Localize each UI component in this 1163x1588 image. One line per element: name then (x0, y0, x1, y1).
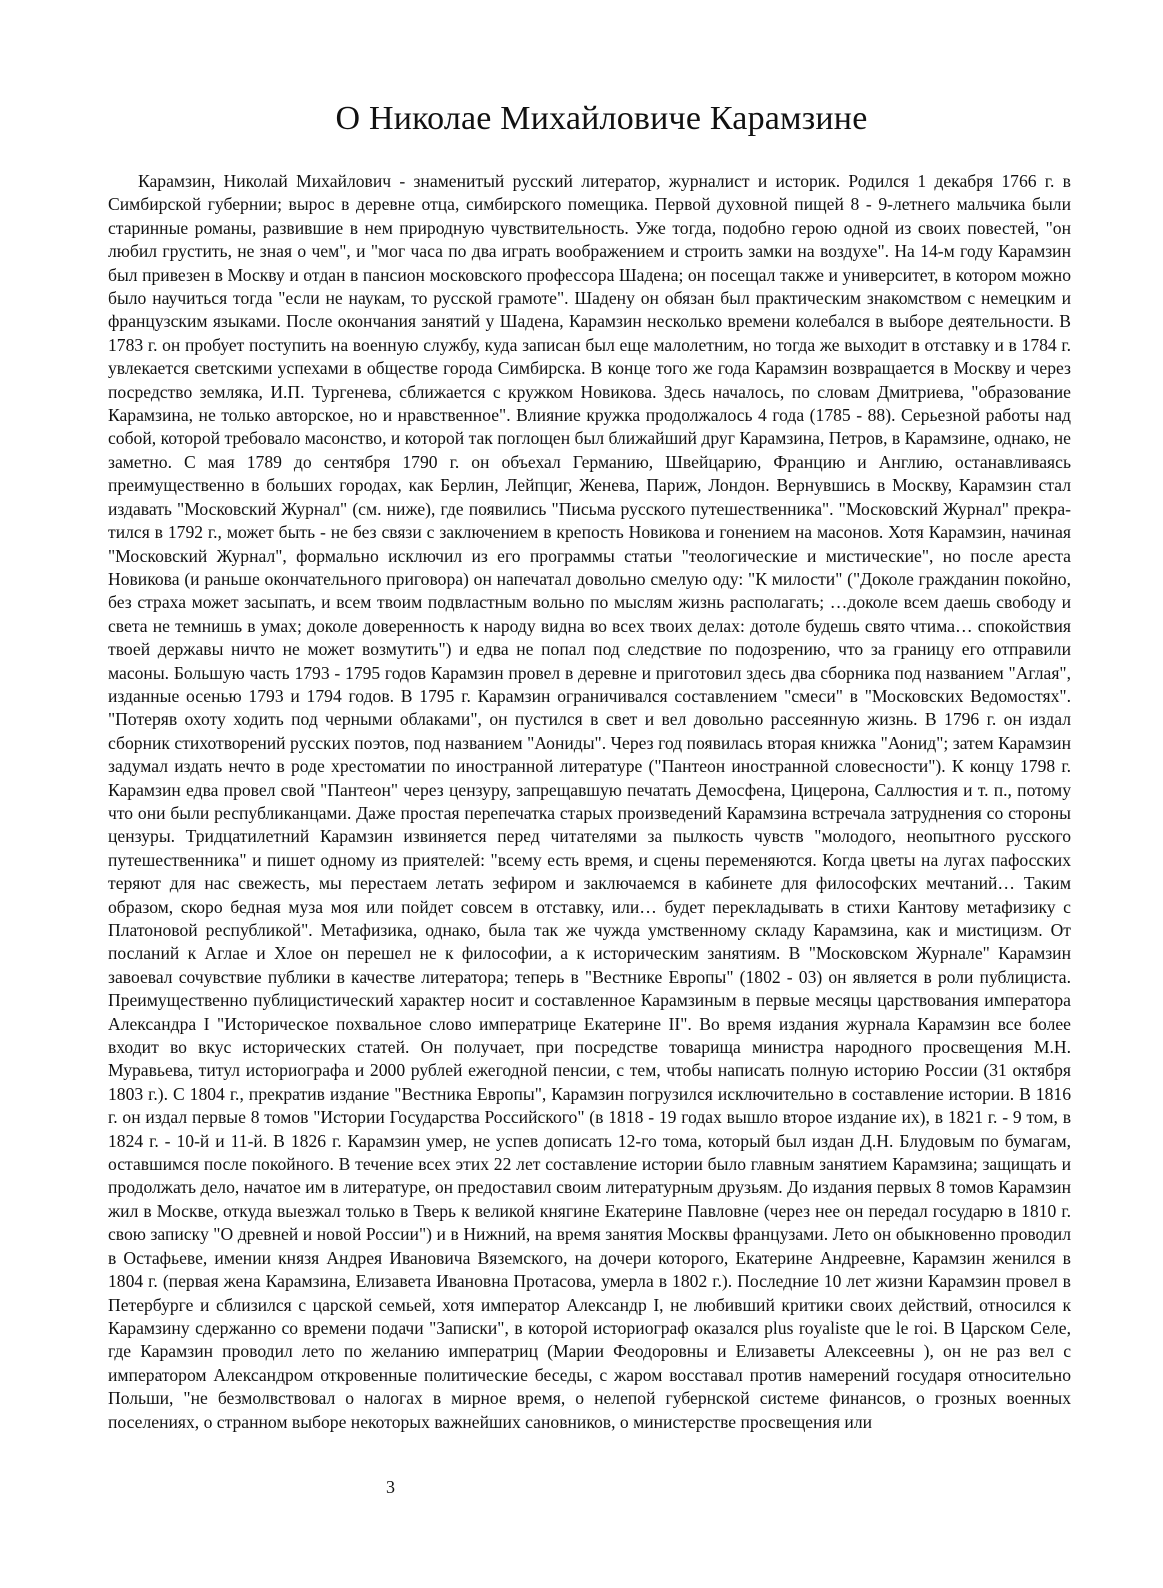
body-paragraph: Карамзин, Николай Михайлович - знаменитый русский литератор, журналист и историк. Родился 1 декабря 1766 г. в Симбирской губернии; вырос в деревне отца, симбирского помещика. Первой духовной пищей 8 - 9-летнего мальчика были старинные романы, развившие в нем природную чувствительность. Уже тогда, подобно герою одной из своих повестей, "он любил грустить, не зная о чем", и "мог часа по два играть воображением и строить замки на воздухе". На 14-м году Карамзин был привезен в Москву и отдан в пансион московского профессора Шадена; он посещал также и университет, в котором можно было научиться тогда "если не наукам, то русской грамоте". Шадену он обязан был практическим знакомством с немецким и французским языками. После окончания занятий у Шадена, Карамзин несколько времени колебался в выборе деятельности. В 1783 г. он пробует поступить на военную службу, куда записан был еще малолетним, но тогда же выходит в отставку и в 1784 г. увлекается светскими успехами в обществе города Симбирска. В конце того же года Карамзин возвращается в Москву и через посредство земляка, И.П. Тургенева, сближается с кружком Новикова. Здесь началось, по словам Дмитриева, "образование Карамзина, не только авторское, но и нравственное". Влияние кружка продолжалось 4 года (1785 - 88). Серьезной работы над собой, которой требовало масонство, и которой так поглощен был ближайший друг Карамзина, Петров, в Карамзине, однако, не заметно. С мая 1789 до сентября 1790 г. он объехал Германию, Швейцарию, Францию и Англию, останавливаясь преимущественно в больших городах, как Берлин, Лейпциг, Женева, Париж, Лондон. Вернувшись в Москву, Карамзин стал издавать "Московский Журнал" (см. ниже), где появились "Письма русского путешественника". "Московский Журнал" прекратился в 1792 г., может быть - не без связи с заключением в крепость Новикова и гонением на масонов. Хотя Карамзин, начиная "Московский Журнал", формально исключил из его программы статьи "теологические и мистические", но после ареста Новикова (и раньше окончательного приговора) он напечатал довольно смелую оду: "К милости" ("Доколе гражданин покойно, без страха может засыпать, и всем твоим подвластным вольно по мыслям жизнь располагать; …доколе всем даешь свободу и света не темнишь в умах; доколе доверенность к народу видна во всех твоих делах: дотоле будешь свято чтима… спокойствия твоей державы ничто не может возмутить") и едва не попал под следствие по подозрению, что за границу его отправили масоны. Большую часть 1793 - 1795 годов Карамзин провел в деревне и приготовил здесь два сборника под названием "Аглая", изданные осенью 1793 и 1794 годов. В 1795 г. Карамзин ограничивался составлением "смеси" в "Московских Ведомостях". "Потеряв охоту ходить под черными облаками", он пустился в свет и вел довольно рассеянную жизнь. В 1796 г. он издал сборник стихотворений русских поэтов, под названием "Аониды". Через год появилась вторая книжка "Аонид"; затем Карамзин задумал издать нечто в роде хрестоматии по иностранной литературе ("Пантеон иностранной словесности"). К концу 1798 г. Карамзин едва провел свой "Пантеон" через цензуру, запрещавшую печатать Демосфена, Цицерона, Саллюстия и т. п., потому что они были республиканцами. Даже простая перепечатка старых произведений Карамзина встречала затруднения со стороны цензуры. Тридцатилетний Карамзин извиняется перед читателями за пылкость чувств "молодого, неопытного русского путешественника" и пишет одному из приятелей: "всему есть время, и сцены переменяются. Когда цветы на лугах пафосских теряют для нас свежесть, мы перестаем летать зефиром и заключаемся в кабинете для философских мечтаний… Таким образом, скоро бедная муза моя или пойдет совсем в отставку, или… будет перекладывать в стихи Кантову метафизику с Платоновой республикой". Метафизика, однако, была так же чужда умственному складу Карамзина, как и мистицизм. От посланий к Аглае и Хлое он перешел не к философии, а к историческим занятиям. В "Московском Журнале" Карамзин завоевал сочувствие публики в качестве литератора; теперь в "Вестнике Европы" (1802 - 03) он является в роли публициста. Преимущественно публицистический характер носит и составленное Карамзиным в первые месяцы царствования императора Александра I "Историческое похвальное слово императрице Екатерине II". Во время издания журнала Карамзин все более входит во вкус исторических статей. Он получает, при посредстве товарища министра народного просвещения М.Н. Муравьева, титул историографа и 2000 рублей ежегодной пенсии, с тем, чтобы написать полную историю России (31 октября 1803 г.). С 1804 г., прекратив издание "Вестника Европы", Карамзин погрузился исключительно в составление истории. В 1816 г. он издал первые 8 томов "Истории Государства Российского" (в 1818 - 19 годах вышло второе издание их), в 1821 г. - 9 том, в 1824 г. - 10-й и 11-й. В 1826 г. Карамзин умер, не успев дописать 12-го тома, который был издан Д.Н. Блудовым по бумагам, оставшимся после покойного. В течение всех этих 22 лет составление истории было главным занятием Карамзина; защищать и продолжать дело, начатое им в литературе, он предоставил своим литературным друзьям. До издания первых 8 томов Карамзин жил в Москве, откуда выезжал только в Тверь к великой княгине Екатерине Павловне (через нее он передал государю в 1810 г. свою записку "О древней и новой России") и в Нижний, на время занятия Москвы французами. Лето он обыкновенно проводил в Остафьеве, имении князя Андрея Ивановича Вяземского, на дочери которого, Екатерине Андреевне, Карамзин женился в 1804 г. (первая жена Карамзина, Елизавета Ивановна Протасова, умерла в 1802 г.). Последние 10 лет жизни Карамзин провел в Петербурге и сблизился с царской семьей, хотя император Александр I, не любивший критики своих действий, относился к Карамзину сдержанно со времени подачи "Записки", в которой историограф оказался plus royaliste que le roi. В Царском Селе, где Карамзин проводил лето по желанию императриц (Марии Феодоровны и Елизаветы Алексеевны ), он не раз вел с императором Александром откровенные политические беседы, с жаром восставал против намерений государя относительно Польши, "не безмолвствовал о налогах в мирное время, о нелепой губернской системе финансов, о грозных военных поселениях, о странном выборе некоторых важнейших сановников, о министерстве просвещения или (108, 171, 1071, 1432)
page-title: О Николае Михайловиче Карамзине (335, 100, 868, 137)
page-number: 3 (386, 1477, 395, 1497)
